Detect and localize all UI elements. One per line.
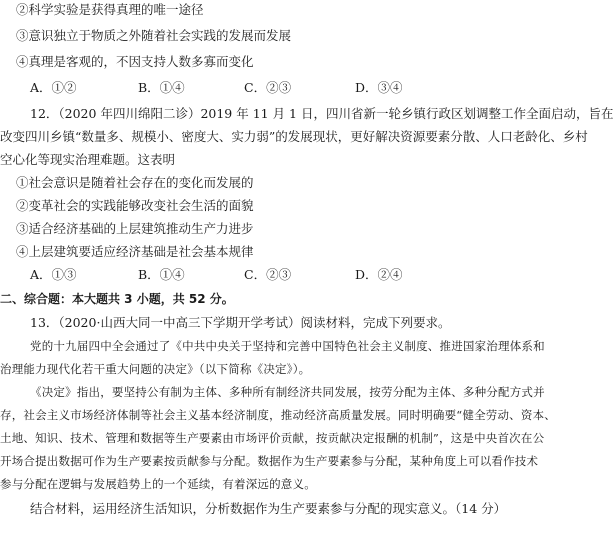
q13-material-line-2: 治理能力现代化若干重大问题的决定》（以下简称《决定》）。 <box>0 362 311 376</box>
q11-option-d: D．③④ <box>355 80 403 95</box>
q13-material-line-3: 《决定》指出，要坚持公有制为主体、多种所有制经济共同发展，按劳分配为主体、多种分配方式并 <box>30 385 545 399</box>
q13-task: 结合材料，运用经济生活知识，分析数据作为生产要素参与分配的现实意义。（14 分） <box>30 501 507 516</box>
q13-material-line-5: 土地、知识、技术、管理和数据等生产要素由市场评价贡献，按贡献决定报酬的机制”，这是中央首次在公 <box>0 431 545 445</box>
q12-option-b: B．①④ <box>138 267 185 282</box>
q12-item-2: ②变革社会的实践能够改变社会生活的面貌 <box>16 198 254 213</box>
section-2-heading: 二、综合题：本大题共 3 小题，共 52 分。 <box>0 292 234 306</box>
q11-option-c: C．②③ <box>244 80 292 95</box>
q12-item-3: ③适合经济基础的上层建筑推动生产力进步 <box>16 221 254 236</box>
q12-stem-line-3: 空心化等现实治理难题。这表明 <box>0 152 176 167</box>
q13-intro: 13．（2020·山西大同一中高三下学期开学考试）阅读材料，完成下列要求。 <box>30 315 451 330</box>
q11-option-b: B．①④ <box>138 80 185 95</box>
q13-material-line-4: 存，社会主义市场经济体制等社会主义基本经济制度，推动经济高质量发展。同时明确要“健全劳动、资本、 <box>0 408 556 422</box>
q11-item-4: ④真理是客观的，不因支持人数多寡而变化 <box>16 54 254 69</box>
q12-option-c: C．②③ <box>244 267 292 282</box>
q11-options <box>0 79 554 97</box>
q13-material-line-7: 参与分配在逻辑与发展趋势上的一个延续，有着深远的意义。 <box>0 477 316 491</box>
q12-item-1: ①社会意识是随着社会存在的变化而发展的 <box>16 175 254 190</box>
q12-options <box>0 266 554 284</box>
q11-item-2: ②科学实验是获得真理的唯一途径 <box>16 2 204 17</box>
q12-item-4: ④上层建筑要适应经济基础是社会基本规律 <box>16 244 254 259</box>
q12-option-d: D．②④ <box>355 267 403 282</box>
q12-stem-line-2: 改变四川乡镇“数量多、规模小、密度大、实力弱”的发展现状，更好解决资源要素分散、人口老龄化、乡村 <box>0 129 588 144</box>
q13-material-line-1: 党的十九届四中全会通过了《中共中央关于坚持和完善中国特色社会主义制度、推进国家治理体系和 <box>30 339 545 353</box>
q13-material-line-6: 开场合提出数据可作为生产要素按贡献参与分配。数据作为生产要素参与分配，某种角度上可以看作技术 <box>0 454 539 468</box>
q11-item-3: ③意识独立于物质之外随着社会实践的发展而发展 <box>16 28 292 43</box>
q11-option-a: A．①② <box>30 80 77 95</box>
q12-option-a: A．①③ <box>30 267 77 282</box>
q12-stem-line-1: 12．（2020 年四川绵阳二诊）2019 年 11 月 1 日，四川省新一轮乡镇行政区划调整工作全面启动，旨在 <box>30 106 613 121</box>
